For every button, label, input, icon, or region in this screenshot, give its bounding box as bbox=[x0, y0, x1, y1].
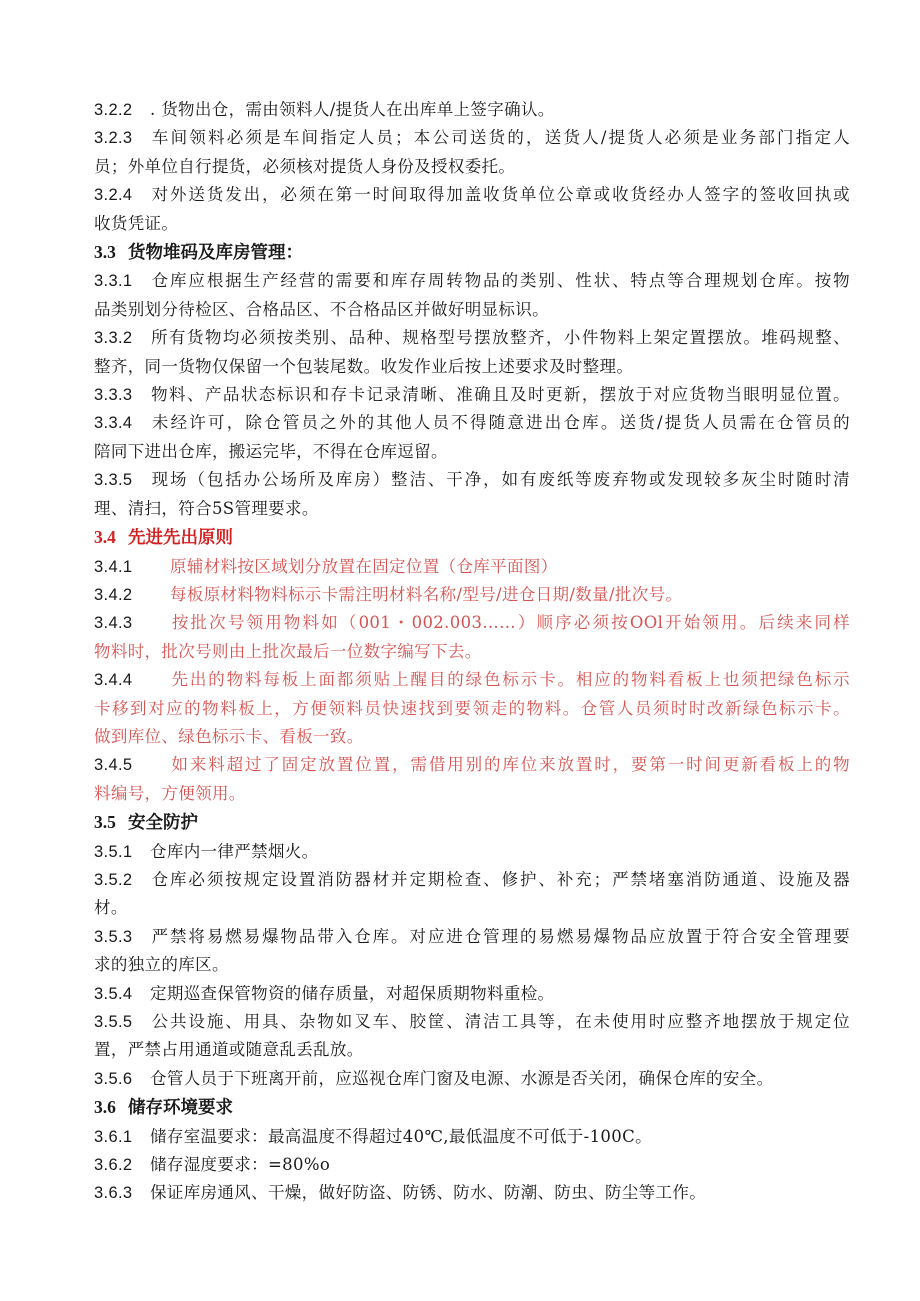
clause-3-2-3-cont bbox=[94, 153, 850, 181]
clause-text: 未经许可，除仓管员之外的其他人员不得随意进出仓库。送货/提货人员需在仓管员的 bbox=[150, 413, 850, 433]
clause-3-2-4 bbox=[94, 181, 850, 209]
clause-text: 储存室温要求：最高温度不得超过40℃,最低温度不可低于-100C。 bbox=[150, 1126, 652, 1146]
clause-text: 所有货物均必须按类别、品种、规格型号摆放整齐，小件物料上架定置摆放。堆码规整、 bbox=[150, 328, 850, 348]
clause-text: 料编号，方便领用。 bbox=[94, 783, 246, 803]
clause-3-4-1 bbox=[94, 553, 850, 581]
clause-3-3-3 bbox=[94, 381, 850, 409]
clause-3-5-1 bbox=[94, 838, 850, 866]
section-number: 3.5 bbox=[94, 812, 116, 833]
clause-text: 先出的物料每板上面都须贴上醒目的绿色标示卡。相应的物料看板上也须把绿色标示 bbox=[170, 670, 850, 690]
clause-number: 3.4.2 bbox=[94, 585, 133, 604]
clause-number: 3.6.1 bbox=[94, 1127, 133, 1146]
clause-number: 3.3.1 bbox=[94, 272, 133, 291]
clause-3-3-4-cont bbox=[94, 438, 850, 466]
clause-text: 仓库必须按规定设置消防器材并定期检查、修护、补充；严禁堵塞消防通道、设施及器 bbox=[150, 869, 850, 889]
clause-3-2-3 bbox=[94, 124, 850, 152]
clause-3-4-3-cont bbox=[94, 638, 850, 666]
clause-text: 置，严禁占用通道或随意乱丢乱放。 bbox=[94, 1040, 364, 1060]
section-3-4-heading bbox=[94, 523, 850, 552]
clause-text: 储存湿度要求：=80%o bbox=[150, 1155, 331, 1175]
section-title: 先进先出原则 bbox=[128, 528, 233, 549]
clause-text: 物料时，批次号则由上批次最后一位数字编写下去。 bbox=[94, 641, 482, 661]
clause-3-3-1-cont bbox=[94, 296, 850, 324]
clause-3-4-4-cont bbox=[94, 695, 850, 723]
clause-3-5-3-cont bbox=[94, 951, 850, 979]
clause-text: 每板原材料物料标示卡需注明材料名称/型号/进仓日期/数量/批次号。 bbox=[170, 584, 683, 604]
clause-text: 如来料超过了固定放置位置，需借用别的库位来放置时，要第一时间更新看板上的物 bbox=[170, 755, 850, 775]
clause-3-4-2 bbox=[94, 581, 850, 609]
clause-text: 陪同下进出仓库，搬运完毕，不得在仓库逗留。 bbox=[94, 441, 448, 461]
clause-3-2-4-cont bbox=[94, 210, 850, 238]
clause-text: 仓库内一律严禁烟火。 bbox=[150, 841, 319, 861]
clause-text: 做到库位、绿色标示卡、看板一致。 bbox=[94, 726, 364, 746]
clause-text: 公共设施、用具、杂物如叉车、胶筐、清洁工具等，在未使用时应整齐地摆放于规定位 bbox=[150, 1012, 850, 1031]
clause-number: 3.3.4 bbox=[94, 414, 133, 433]
clause-text: 按批次号领用物料如（001・002.003……）顺序必须按OOl开始领用。后续来同样 bbox=[170, 613, 850, 633]
clause-number: 3.5.5 bbox=[94, 1013, 133, 1031]
clause-number: 3.4.4 bbox=[94, 671, 133, 690]
clause-3-3-2 bbox=[94, 324, 850, 352]
clause-text: 整齐，同一货物仅保留一个包装尾数。收发作业后按上述要求及时整理。 bbox=[94, 356, 634, 376]
clause-3-3-5 bbox=[94, 466, 850, 494]
clause-text: 仓库应根据生产经营的需要和库存周转物品的类别、性状、特点等合理规划仓库。按物 bbox=[150, 271, 850, 291]
clause-number: 3.3.3 bbox=[94, 386, 133, 405]
clause-number: 3.4.3 bbox=[94, 614, 133, 633]
clause-text: 理、清扫，符合5S管理要求。 bbox=[94, 498, 319, 518]
clause-number: 3.6.3 bbox=[94, 1184, 133, 1203]
clause-text: 车间领料必须是车间指定人员；本公司送货的，送货人/提货人必须是业务部门指定人 bbox=[150, 128, 850, 148]
clause-text: 品类别划分待检区、合格品区、不合格品区并做好明显标识。 bbox=[94, 299, 549, 319]
clause-3-3-4 bbox=[94, 409, 850, 437]
clause-3-6-2 bbox=[94, 1151, 850, 1179]
clause-3-6-1 bbox=[94, 1123, 850, 1151]
clause-3-4-4-cont2 bbox=[94, 723, 850, 751]
clause-3-5-5 bbox=[94, 1008, 850, 1036]
section-number: 3.6 bbox=[94, 1097, 116, 1118]
clause-number: 3.2.4 bbox=[94, 186, 133, 205]
clause-3-4-5 bbox=[94, 751, 850, 779]
clause-3-5-2 bbox=[94, 866, 850, 894]
clause-text: 求的独立的库区。 bbox=[94, 955, 229, 975]
clause-text: 原辅材料按区域划分放置在固定位置（仓库平面图） bbox=[170, 556, 558, 576]
clause-text: 仓管人员于下班离开前，应巡视仓库门窗及电源、水源是否关闭，确保仓库的安全。 bbox=[150, 1068, 774, 1088]
clause-text: 收货凭证。 bbox=[94, 213, 179, 233]
clause-number: 3.2.2 bbox=[94, 101, 133, 119]
clause-3-5-3 bbox=[94, 923, 850, 951]
clause-text: 现场（包括办公场所及库房）整洁、干净，如有废纸等废弃物或发现较多灰尘时随时清 bbox=[150, 470, 850, 490]
clause-number: 3.3.2 bbox=[94, 329, 133, 348]
section-3-6-heading bbox=[94, 1093, 850, 1122]
clause-3-5-2-cont bbox=[94, 894, 850, 922]
clause-number: 3.4.5 bbox=[94, 756, 133, 775]
section-title: 储存环境要求 bbox=[128, 1098, 233, 1119]
clause-3-6-3 bbox=[94, 1179, 850, 1207]
clause-3-5-5-cont bbox=[94, 1036, 850, 1064]
clause-number: 3.5.6 bbox=[94, 1069, 133, 1088]
clause-number: 3.5.3 bbox=[94, 927, 133, 946]
clause-number: 3.6.2 bbox=[94, 1156, 133, 1175]
section-number: 3.4 bbox=[94, 527, 116, 548]
clause-text: 对外送货发出，必须在第一时间取得加盖收货单位公章或收货经办人签字的签收回执或 bbox=[150, 185, 850, 205]
section-3-5-heading bbox=[94, 808, 850, 837]
clause-number: 3.5.4 bbox=[94, 984, 133, 1003]
clause-text: 员；外单位自行提货，必须核对提货人身份及授权委托。 bbox=[94, 156, 516, 176]
clause-number: 3.4.1 bbox=[94, 557, 133, 576]
clause-3-4-4 bbox=[94, 666, 850, 694]
clause-3-4-5-cont bbox=[94, 780, 850, 808]
clause-3-2-2 bbox=[94, 96, 850, 124]
clause-3-3-2-cont bbox=[94, 353, 850, 381]
clause-text: 材。 bbox=[94, 898, 128, 918]
section-title: 安全防护 bbox=[128, 813, 198, 834]
clause-3-3-5-cont bbox=[94, 495, 850, 523]
clause-3-3-1 bbox=[94, 267, 850, 295]
clause-3-4-3 bbox=[94, 609, 850, 637]
clause-number: 3.5.2 bbox=[94, 870, 133, 889]
clause-number: 3.2.3 bbox=[94, 129, 133, 148]
clause-3-5-6 bbox=[94, 1065, 850, 1093]
section-number: 3.3 bbox=[94, 242, 116, 263]
clause-text: 保证库房通风、干燥，做好防盗、防锈、防水、防潮、防虫、防尘等工作。 bbox=[150, 1183, 707, 1203]
clause-text: 卡移到对应的物料板上，方便领料员快速找到要领走的物料。仓管人员须时时改新绿色标示卡。 bbox=[94, 698, 850, 718]
clause-text: 严禁将易燃易爆物品带入仓库。对应进仓管理的易燃易爆物品应放置于符合安全管理要 bbox=[150, 926, 850, 946]
clause-3-5-4 bbox=[94, 980, 850, 1008]
clause-number: 3.3.5 bbox=[94, 471, 133, 490]
clause-text: 物料、产品状态标识和存卡记录清晰、准确且及时更新，摆放于对应货物当眼明显位置。 bbox=[150, 385, 850, 405]
section-3-3-heading bbox=[94, 238, 850, 267]
clause-text: 定期巡查保管物资的储存质量，对超保质期物料重检。 bbox=[150, 983, 555, 1003]
document-page bbox=[94, 96, 850, 1208]
clause-text: . 货物出仓，需由领料人/提货人在出库单上签字确认。 bbox=[150, 100, 555, 119]
clause-number: 3.5.1 bbox=[94, 842, 133, 861]
section-title: 货物堆码及库房管理： bbox=[128, 243, 303, 264]
